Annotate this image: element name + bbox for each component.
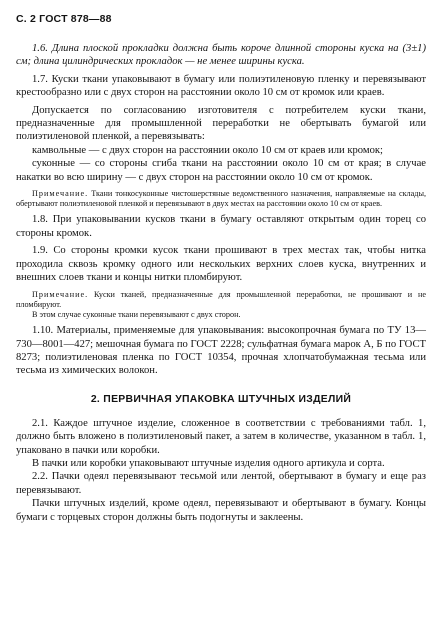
note-2: [16, 290, 426, 310]
paragraph-1-7: 1.7. Куски ткани упаковывают в бумагу или полиэтиленовую пленку и перевязывают крестообразно или с двух сторон на расстоянии около 10 см от кромок или краев.: [16, 73, 426, 99]
note-1: [16, 189, 426, 209]
paragraph-wrap: Пачки штучных изделий, кроме одеял, перевязывают и обертывают в бумагу. Концы бумаги с торцевых сторон должны быть подогнуты и заклеены.: [16, 498, 426, 523]
paragraph-packs: В пачки или коробки упаковывают штучные изделия одного артикула и сорта.: [32, 457, 385, 469]
note-2-label: Примечание.: [32, 289, 89, 299]
document-body: [16, 42, 426, 524]
paragraph-woolen: суконные — со стороны сгиба ткани на расстоянии около 10 см от края; в случае накатки во всю ширину — с двух сторон на расстоянии около 10 см от кромок.: [16, 158, 426, 183]
note-2-text-2: В этом случае суконные ткани перевязывают с двух сторон.: [32, 309, 241, 319]
paragraph-2-1: 2.1. Каждое штучное изделие, сложенное в соответствии с требованиями табл. 1, должно быть вложено в полиэтиленовый пакет, а затем в количестве, указанном в табл. 1, упаковано в пачки или коробки.: [16, 417, 426, 456]
paragraph-permission: Допускается по согласованию изготовителя с потребителем куски ткани, предназначенные для промышленной переработки не обертывать бумагой или полиэтиленовой пленкой, а перевязывать:: [16, 104, 426, 143]
page-header: С. 2 ГОСТ 878—88: [16, 13, 112, 25]
note-1-text: Ткани тонкосуконные чистошерстяные ведомственного назначения, направляемые на склады, обертывают полиэтиленовой пленкой и перевязывают в двух местах на расстоянии около 10 см от краев.: [16, 189, 426, 209]
paragraph-1-10: 1.10. Материалы, применяемые для упаковывания: высокопрочная бумага по ТУ 13—730—8001—427; мешочная бумага по ГОСТ 2228; сульфатная бумага марок А, Б по ГОСТ 8273; полиэтиленовая пленка по ГОСТ 10354, прочная хлопчатобумажная тесьма или тесьма из химических волокон.: [16, 325, 426, 377]
paragraph-2-2: 2.2. Пачки одеял перевязывают тесьмой или лентой, обертывают в бумагу и еще раз перевязывают.: [16, 471, 426, 496]
note-2-text: Куски тканей, предназначенные для промышленной переработки, не прошивают и не пломбируют.: [16, 289, 426, 309]
paragraph-1-9: 1.9. Со стороны кромки кусок ткани прошивают в трех местах так, чтобы нитка проходила сквозь кромку одного или нескольких верхних слоев куска, внутренних и внешних слоев ткани и концы нитки пломбируют.: [16, 245, 426, 284]
note-1-label: Примечание.: [32, 189, 89, 199]
paragraph-1-6: 1.6. Длина плоской прокладки должна быть короче длинной стороны куска на (3±1) см; длина цилиндрических прокладок — не менее ширины куска.: [16, 43, 426, 68]
paragraph-1-8: 1.8. При упаковывании кусков ткани в бумагу оставляют открытым один торец со стороны кромок.: [16, 214, 426, 239]
section-title: 2. ПЕРВИЧНАЯ УПАКОВКА ШТУЧНЫХ ИЗДЕЛИЙ: [90, 393, 352, 405]
paragraph-worsted: камвольные — с двух сторон на расстоянии около 10 см от краев или кромок;: [32, 144, 383, 156]
